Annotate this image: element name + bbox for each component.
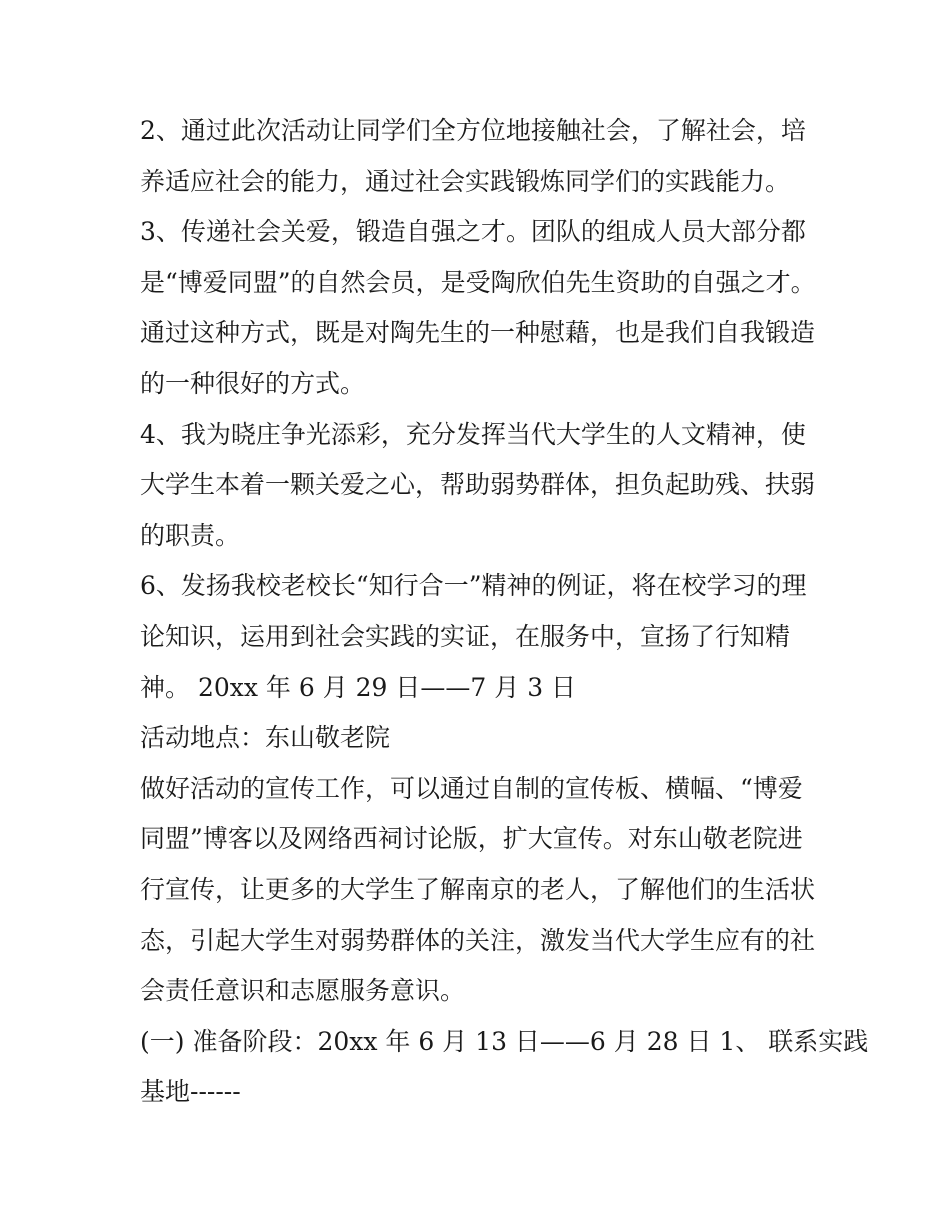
text-line: (一) 准备阶段：20xx 年 6 月 13 日——6 月 28 日 1、 联系实践 bbox=[140, 1026, 869, 1056]
text-line: 基地------ bbox=[140, 1077, 241, 1107]
text-line: 行宣传，让更多的大学生了解南京的老人，了解他们的生活状 bbox=[140, 874, 816, 904]
text-line: 态，引起大学生对弱势群体的关注，激发当代大学生应有的社 bbox=[140, 925, 816, 955]
text-line: 是“博爱同盟”的自然会员，是受陶欣伯先生资助的自强之才。 bbox=[140, 267, 816, 297]
text-line: 论知识，运用到社会实践的实证，在服务中，宣扬了行知精 bbox=[140, 621, 791, 651]
text-line: 大学生本着一颗关爱之心，帮助弱势群体，担负起助残、扶弱 bbox=[140, 470, 816, 500]
text-line: 2、通过此次活动让同学们全方位地接触社会，了解社会，培 bbox=[140, 116, 806, 145]
document-body bbox=[140, 106, 869, 1118]
text-line: 的职责。 bbox=[140, 520, 241, 550]
paragraph-goal-6 bbox=[140, 561, 820, 713]
text-line: 神。 20xx 年 6 月 29 日——7 月 3 日 bbox=[140, 672, 577, 702]
paragraph-preparation-stage bbox=[140, 1017, 869, 1118]
text-line: 6、发扬我校老校长“知行合一”精神的例证，将在校学习的理 bbox=[140, 571, 807, 601]
text-line: 活动地点：东山敬老院 bbox=[140, 723, 391, 753]
text-line: 养适应社会的能力，通过社会实践锻炼同学们的实践能力。 bbox=[140, 166, 791, 196]
paragraph-publicity bbox=[140, 764, 820, 1017]
text-line: 4、我为晓庄争光添彩，充分发挥当代大学生的人文精神，使 bbox=[140, 419, 806, 449]
text-line: 3、传递社会关爱，锻造自强之才。团队的组成人员大部分都 bbox=[140, 217, 806, 247]
paragraph-goal-2 bbox=[140, 106, 820, 207]
text-line: 的一种很好的方式。 bbox=[140, 368, 366, 398]
text-line: 通过这种方式，既是对陶先生的一种慰藉，也是我们自我锻造 bbox=[140, 318, 816, 348]
text-line: 做好活动的宣传工作，可以通过自制的宣传板、横幅、“博爱 bbox=[140, 773, 803, 803]
paragraph-goal-3 bbox=[140, 207, 820, 409]
paragraph-location bbox=[140, 713, 820, 764]
text-line: 会责任意识和志愿服务意识。 bbox=[140, 976, 466, 1006]
text-line: 同盟”博客以及网络西祠讨论版，扩大宣传。对东山敬老院进 bbox=[140, 824, 803, 854]
paragraph-goal-4 bbox=[140, 410, 820, 562]
